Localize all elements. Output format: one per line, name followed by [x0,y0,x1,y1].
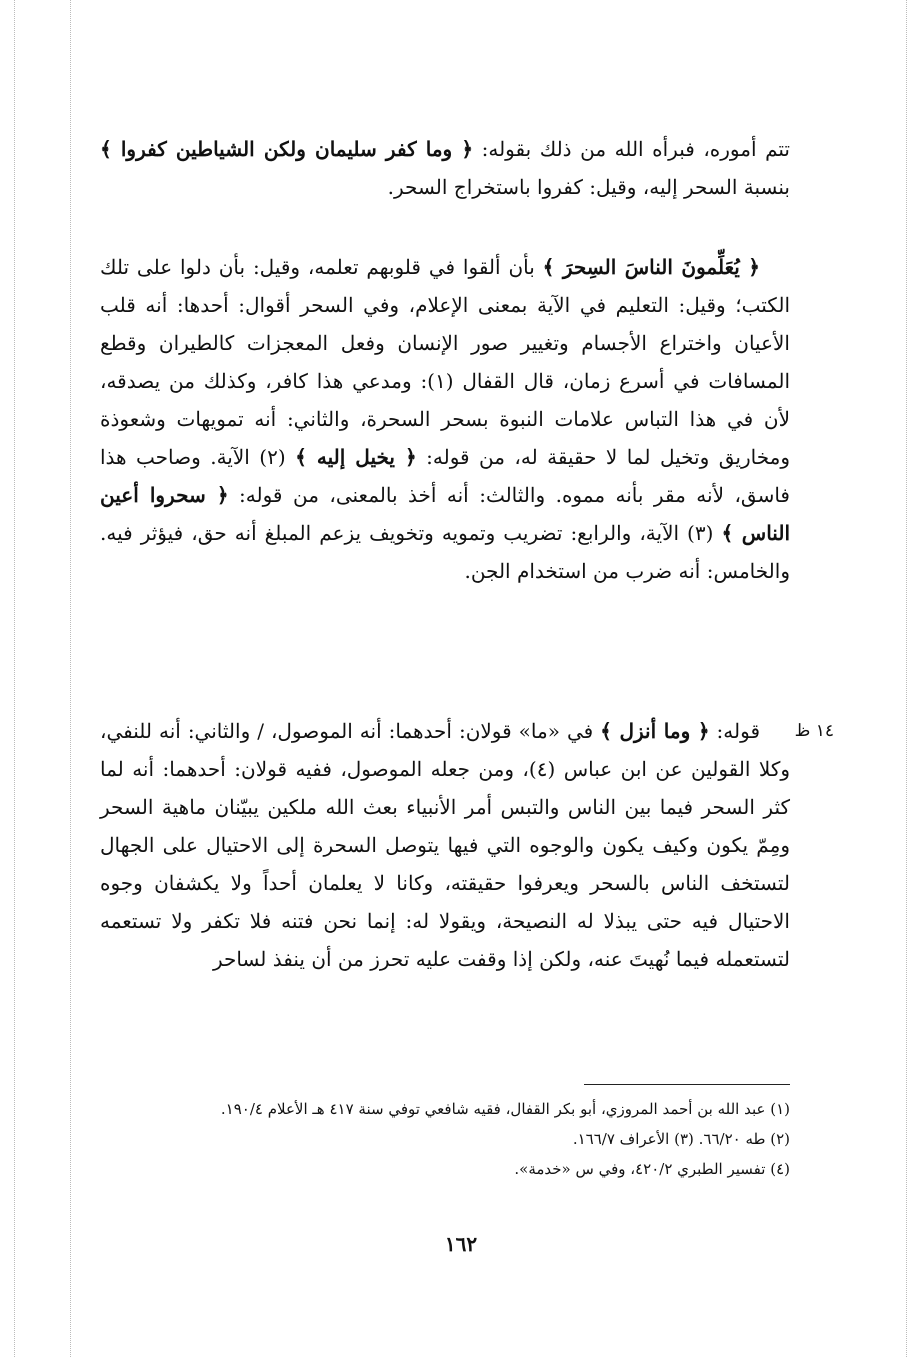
footnote-4: (٤) تفسير الطبري ٤٢٠/٢، وفي س «خدمة». [514,1160,790,1178]
scan-margin-dots-right [906,0,907,1357]
page-number: ١٦٢ [444,1232,478,1256]
quran-quote-4: ﴿ سحروا أعين الناس ﴾ [100,483,790,545]
paragraph-2 [100,248,790,590]
quran-quote-1: ﴿ وما كفر سليمان ولكن الشياطين كفروا ﴾ [100,137,474,161]
quran-quote-5: ﴿ وما أنزل ﴾ [600,719,710,743]
footnote-2-3: (٢) طه ٦٦/٢٠. (٣) الأعراف ١٦٦/٧. [572,1130,790,1148]
paragraph-3-text-a: قوله: [709,719,760,743]
paragraph-1-text-a: تتم أموره، فبرأه الله من ذلك بقوله: [473,137,790,161]
footnotes [100,1094,790,1184]
paragraph-1 [100,130,790,206]
paragraph-3-text-b: في «ما» قولان: أحدهما: أنه الموصول، / والثاني: أنه للنفي، وكلا القولين عن ابن عباس (٤)، ومن جعله الموصول، ففيه قولان: أحدهما: أنه لما كثر السحر فيما بين الناس والتبس أمر الأنبياء بعث الله ملكين يبيّنان ماهية السحر ومِمّ يكون وكيف يكون والوجوه التي فيها يتوصل السحرة إلى الاحتيال على الجهال لتستخف الناس بالسحر ويعرفوا حقيقته، وكانا لا يعلمان أحداً ولا يكشفان وجوه الاحتيال فيه حتى يبذلا له النصيحة، ويقولا له: إنما نحن فتنه فلا تكفر ولا تستعمه لتستعمله فيما نُهيتَ عنه، ولكن إذا وقفت عليه تحرز من أن ينفذ لساحر [100,719,791,971]
scan-margin-dots-inner-left [70,0,71,1357]
quran-quote-2: ﴿ يُعَلِّمونَ الناسَ السِحرَ ﴾ [542,255,760,279]
paragraph-2-text-b: (٢) الآية. وصاحب هذا فاسق، لأنه مقر بأنه مموه. والثالث: أنه أخذ بالمعنى، من قوله: [100,445,790,507]
manuscript-folio-note: ١٤ ظ [794,721,834,741]
scan-margin-dots-left [14,0,15,1357]
paragraph-3 [100,712,790,978]
footnote-separator [584,1084,790,1085]
paragraph-2-text-a: بأن ألقوا في قلوبهم تعلمه، وقيل: بأن دلوا على تلك الكتب؛ وقيل: التعليم في الآية بمعنى الإعلام، وفي السحر أقوال: أحدها: أنه قلب الأعيان واختراع الأجسام وتغيير صور الإنسان وفعل المعجزات كالطيران وقطع المسافات في أسرع زمان، قال القفال (١): ومدعي هذا كافر، وكذلك من يصدقه، لأن في هذا التباس علامات النبوة بسحر السحرة، والثاني: أنه تمويهات وشعوذة ومخاريق وتخيل لما لا حقيقة له، من قوله: [100,255,790,469]
quran-quote-3: ﴿ يخيل إليه ﴾ [295,445,417,469]
paragraph-2-text-c: (٣) الآية، والرابع: تضريب وتمويه وتخويف يزعم المبلغ أنه حق، فيؤثر فيه. والخامس: أنه ضرب من استخدام الجن. [100,521,790,583]
footnote-1: (١) عبد الله بن أحمد المروزي، أبو بكر القفال، فقيه شافعي توفي سنة ٤١٧ هـ الأعلام ١٩٠/٤. [220,1100,790,1118]
paragraph-1-text-b: بنسبة السحر إليه، وقيل: كفروا باستخراج السحر. [387,175,790,199]
